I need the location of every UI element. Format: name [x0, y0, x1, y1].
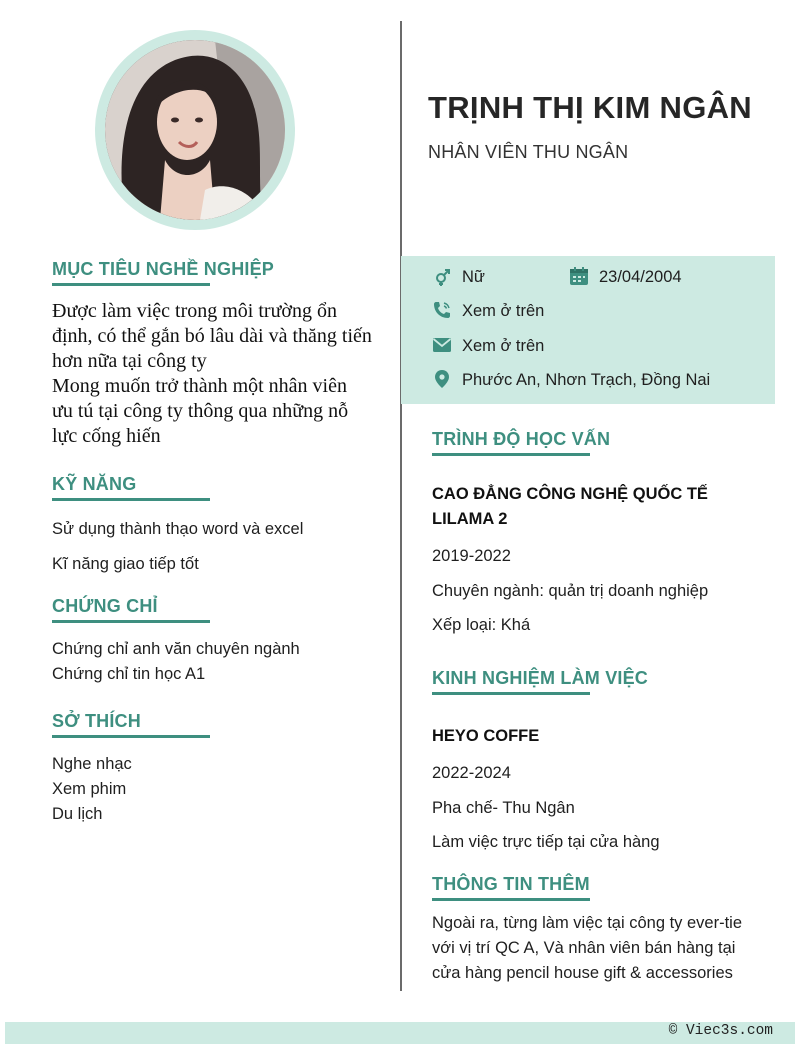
additional-section	[432, 874, 590, 901]
hobbies-section	[52, 711, 210, 738]
certificate-item: Chứng chỉ tin học A1	[52, 665, 206, 683]
gender-icon	[432, 267, 452, 287]
objective-line-2: Mong muốn trở thành một nhân viên ưu tú tại công ty thông qua những nỗ lực cống hiến	[52, 375, 349, 447]
education-title: TRÌNH ĐỘ HỌC VẤN	[432, 429, 611, 449]
footer-copyright: © Viec3s.com	[668, 1023, 773, 1039]
company-name: HEYO COFFE	[432, 727, 540, 745]
education-grade: Xếp loại: Khá	[432, 616, 531, 634]
experience-title: KINH NGHIỆM LÀM VIỆC	[432, 668, 649, 688]
objective-title: MỤC TIÊU NGHỀ NGHIỆP	[52, 259, 275, 279]
address-value: Phước An, Nhơn Trạch, Đồng Nai	[462, 371, 711, 389]
experience-description: Làm việc trực tiếp tại cửa hàng	[432, 833, 660, 851]
objective-underline	[52, 283, 210, 286]
additional-title: THÔNG TIN THÊM	[432, 874, 590, 894]
hobby-item: Nghe nhạc	[52, 755, 132, 773]
experience-underline	[432, 692, 590, 695]
objective-section	[52, 259, 274, 286]
education-period: 2019-2022	[432, 547, 511, 565]
location-icon	[432, 369, 452, 389]
skills-section	[52, 474, 210, 501]
objective-text	[52, 299, 372, 449]
experience-position: Pha chế- Thu Ngân	[432, 799, 575, 817]
portrait-photo	[105, 40, 285, 220]
certificate-item: Chứng chỉ anh văn chuyên ngành	[52, 640, 300, 658]
experience-section	[432, 668, 648, 695]
additional-text: Ngoài ra, từng làm việc tại công ty ever-tie với vị trí QC A, Và nhân viên bán hàng tại cửa hàng pencil house gift & accessories	[432, 914, 743, 982]
certificates-title: CHỨNG CHỈ	[52, 596, 158, 616]
education-section	[432, 429, 610, 456]
gender-value: Nữ	[462, 268, 485, 286]
email-value: Xem ở trên	[462, 337, 545, 355]
education-major: Chuyên ngành: quản trị doanh nghiệp	[432, 582, 709, 600]
additional-underline	[432, 898, 590, 901]
hobby-item: Xem phim	[52, 780, 127, 798]
phone-value: Xem ở trên	[462, 302, 545, 320]
calendar-icon	[569, 266, 589, 286]
skills-title: KỸ NĂNG	[52, 474, 137, 494]
school-name: CAO ĐẲNG CÔNG NGHỆ QUỐC TẾ LILAMA 2	[432, 485, 708, 528]
avatar	[105, 40, 285, 220]
certificates-underline	[52, 620, 210, 623]
experience-period: 2022-2024	[432, 764, 511, 782]
skills-underline	[52, 498, 210, 501]
hobbies-underline	[52, 735, 210, 738]
column-divider	[400, 21, 402, 991]
candidate-name: TRỊNH THỊ KIM NGÂN	[428, 90, 752, 125]
hobby-item: Du lịch	[52, 805, 103, 823]
skill-item: Sử dụng thành thạo word và excel	[52, 520, 304, 538]
skill-item: Kĩ năng giao tiếp tốt	[52, 555, 199, 573]
objective-line-1: Được làm việc trong môi trường ổn định, có thể gắn bó lâu dài và thăng tiến hơn nữa tại công ty	[52, 300, 372, 372]
birthdate-value: 23/04/2004	[599, 268, 682, 286]
hobbies-title: SỞ THÍCH	[52, 711, 141, 731]
phone-icon	[432, 300, 452, 320]
certificates-section	[52, 596, 210, 623]
job-title: NHÂN VIÊN THU NGÂN	[428, 142, 629, 162]
education-underline	[432, 453, 590, 456]
email-icon	[432, 335, 452, 355]
